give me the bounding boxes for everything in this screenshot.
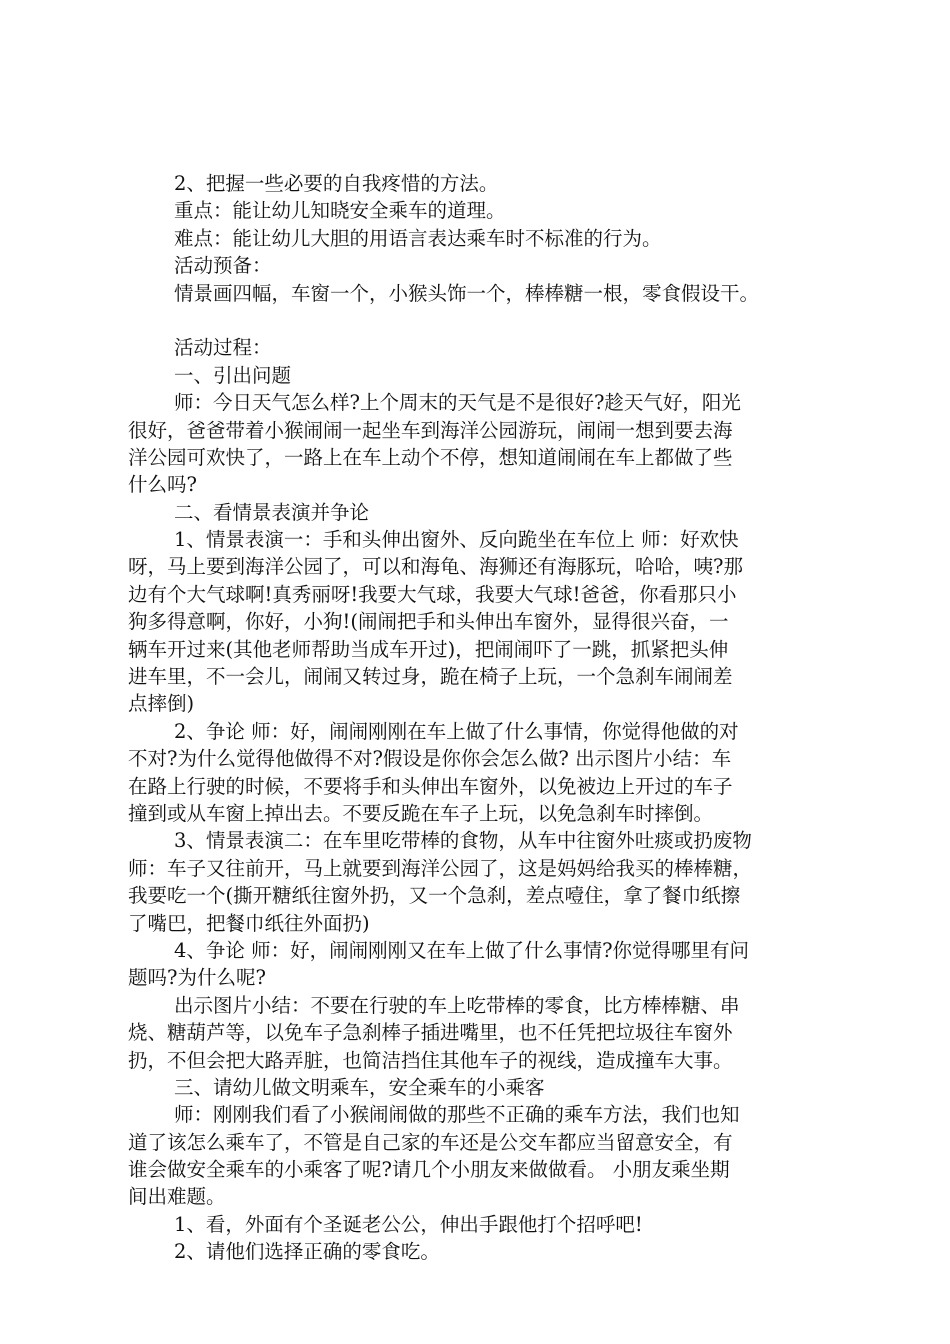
paragraph-line: 在路上行驶的时候，不要将手和头伸出车窗外，以免被边上开过的车子 [128, 774, 733, 798]
paragraph-line: 2、请他们选择正确的零食吃。 [174, 1240, 440, 1264]
paragraph-line: 很好，爸爸带着小猴闹闹一起坐车到海洋公园游玩，闹闹一想到要去海 [128, 418, 733, 442]
paragraph-line: 题吗?为什么呢? [128, 966, 266, 990]
paragraph-line: 边有个大气球啊!真秀丽呀!我要大气球，我要大气球!爸爸，你看那只小 [128, 582, 737, 606]
paragraph-line: 狗多得意啊，你好，小狗!(闹闹把手和头伸出车窗外，显得很兴奋，一 [128, 610, 729, 634]
paragraph-line: 扔，不但会把大路弄脏，也简洁挡住其他车子的视线，造成撞车大事。 [128, 1048, 733, 1072]
paragraph-line: 我要吃一个(撕开糖纸往窗外扔，又一个急刹，差点噎住，拿了餐巾纸擦 [128, 884, 741, 908]
paragraph-line: 师：刚刚我们看了小猴闹闹做的那些不正确的乘车方法，我们也知 [174, 1103, 740, 1127]
paragraph-line: 2、把握一些必要的自我疼惜的方法。 [174, 172, 499, 195]
paragraph-line: 了嘴巴，把餐巾纸往外面扔) [128, 911, 370, 935]
paragraph-line: 3、情景表演二：在车里吃带棒的食物，从车中往窗外吐痰或扔废物 [174, 829, 752, 853]
paragraph-line: 辆车开过来(其他老师帮助当成车开过)，把闹闹吓了一跳，抓紧把头伸 [128, 637, 729, 661]
paragraph-line: 呀，马上要到海洋公园了，可以和海龟、海狮还有海豚玩，哈哈，咦?那 [128, 555, 743, 579]
paragraph-line: 谁会做安全乘车的小乘客了呢?请几个小朋友来做做看。 小朋友乘坐期 [128, 1158, 730, 1182]
paragraph-line: 情景画四幅，车窗一个，小猴头饰一个，棒棒糖一根，零食假设干。 [174, 281, 760, 305]
paragraph-line: 4、争论 师：好，闹闹刚刚又在车上做了什么事情?你觉得哪里有问 [174, 938, 750, 962]
paragraph-line: 1、看，外面有个圣诞老公公，伸出手跟他打个招呼吧! [174, 1212, 643, 1236]
paragraph-line: 间出难题。 [128, 1185, 226, 1209]
paragraph-line: 重点：能让幼儿知晓安全乘车的道理。 [174, 199, 506, 223]
paragraph-line: 进车里，不一会儿，闹闹又转过身，跪在椅子上玩，一个急刹车闹闹差 [128, 665, 733, 689]
paragraph-line: 什么吗? [128, 473, 197, 497]
paragraph-line: 难点：能让幼儿大胆的用语言表达乘车时不标准的行为。 [174, 226, 662, 250]
paragraph-line: 一、引出问题 [174, 363, 292, 387]
paragraph-line: 不对?为什么觉得他做得不对?假设是你你会怎么做? 出示图片小结：车 [128, 747, 732, 771]
paragraph-line: 道了该怎么乘车了，不管是自己家的车还是公交车都应当留意安全，有 [128, 1130, 733, 1154]
blank-line [128, 307, 838, 334]
paragraph-line: 师：车子又往前开，马上就要到海洋公园了，这是妈妈给我买的棒棒糖， [128, 856, 753, 880]
document-page [128, 170, 838, 1266]
objectives-section [128, 170, 838, 307]
paragraph-line: 点摔倒) [128, 692, 195, 716]
paragraph-line: 二、看情景表演并争论 [174, 500, 370, 524]
paragraph-line: 烧、糖葫芦等，以免车子急刹棒子插进嘴里，也不任凭把垃圾往车窗外 [128, 1021, 733, 1045]
paragraph-line: 2、争论 师：好，闹闹刚刚在车上做了什么事情，你觉得他做的对 [174, 719, 739, 743]
paragraph-line: 三、请幼儿做文明乘车，安全乘车的小乘客 [174, 1075, 545, 1099]
paragraph-line: 洋公园可欢快了，一路上在车上动个不停，想知道闹闹在车上都做了些 [128, 445, 733, 469]
paragraph-line: 出示图片小结：不要在行驶的车上吃带棒的零食，比方棒棒糖、串 [174, 993, 740, 1017]
paragraph-line: 师：今日天气怎么样?上个周末的天气是不是很好?趁天气好，阳光 [174, 391, 741, 415]
paragraph-line: 活动过程： [174, 336, 272, 360]
paragraph-line: 1、情景表演一：手和头伸出窗外、反向跪坐在车位上 师：好欢快 [174, 528, 739, 552]
paragraph-line: 活动预备： [174, 254, 272, 278]
process-section [128, 334, 838, 1265]
paragraph-line: 撞到或从车窗上掉出去。不要反跪在车子上玩，以免急刹车时摔倒。 [128, 801, 714, 825]
